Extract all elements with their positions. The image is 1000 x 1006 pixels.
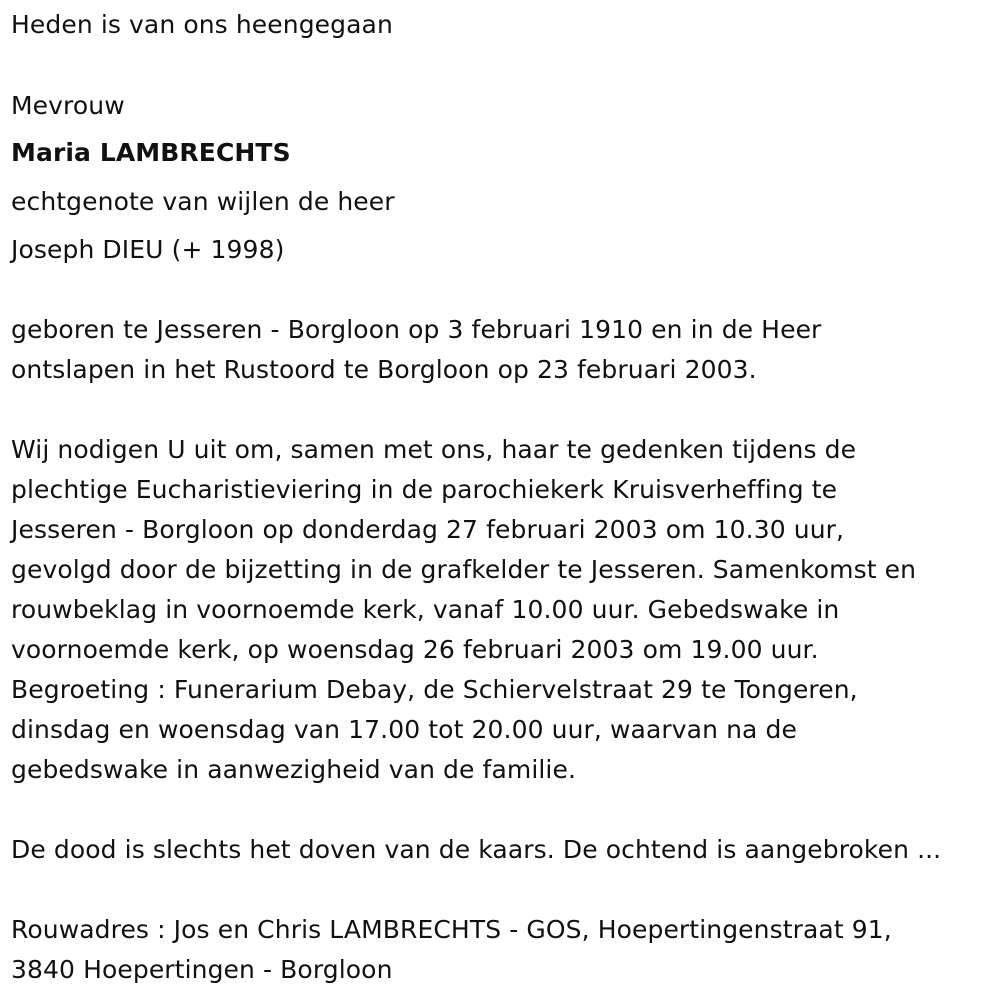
service-line: rouwbeklag in voornoemde kerk, vanaf 10.00 uur. Gebedswake in — [11, 595, 840, 624]
service-line: plechtige Eucharistieviering in de parochiekerk Kruisverheffing te — [11, 475, 838, 504]
intro-line: Heden is van ons heengegaan — [11, 10, 393, 39]
service-line: Jesseren - Borgloon op donderdag 27 februari 2003 om 10.30 uur, — [11, 515, 845, 544]
spouse-line: Joseph DIEU (+ 1998) — [11, 235, 285, 264]
address-line: 3840 Hoepertingen - Borgloon — [11, 955, 393, 984]
service-line: gebedswake in aanwezigheid van de familie. — [11, 755, 576, 784]
service-line: voornoemde kerk, op woensdag 26 februari 2003 om 19.00 uur. — [11, 635, 819, 664]
honorific: Mevrouw — [11, 91, 125, 120]
relation-line: echtgenote van wijlen de heer — [11, 187, 395, 216]
birth-death-line: ontslapen in het Rustoord te Borgloon op 23 februari 2003. — [11, 355, 757, 384]
service-line: Wij nodigen U uit om, samen met ons, haar te gedenken tijdens de — [11, 435, 857, 464]
quote-line: De dood is slechts het doven van de kaars. De ochtend is aangebroken ... — [11, 835, 942, 864]
birth-death-line: geboren te Jesseren - Borgloon op 3 februari 1910 en in de Heer — [11, 315, 822, 344]
service-line: Begroeting : Funerarium Debay, de Schiervelstraat 29 te Tongeren, — [11, 675, 858, 704]
deceased-name: Maria LAMBRECHTS — [11, 138, 291, 167]
service-line: gevolgd door de bijzetting in de grafkelder te Jesseren. Samenkomst en — [11, 555, 917, 584]
address-line: Rouwadres : Jos en Chris LAMBRECHTS - GOS, Hoepertingenstraat 91, — [11, 915, 892, 944]
service-line: dinsdag en woensdag van 17.00 tot 20.00 uur, waarvan na de — [11, 715, 797, 744]
